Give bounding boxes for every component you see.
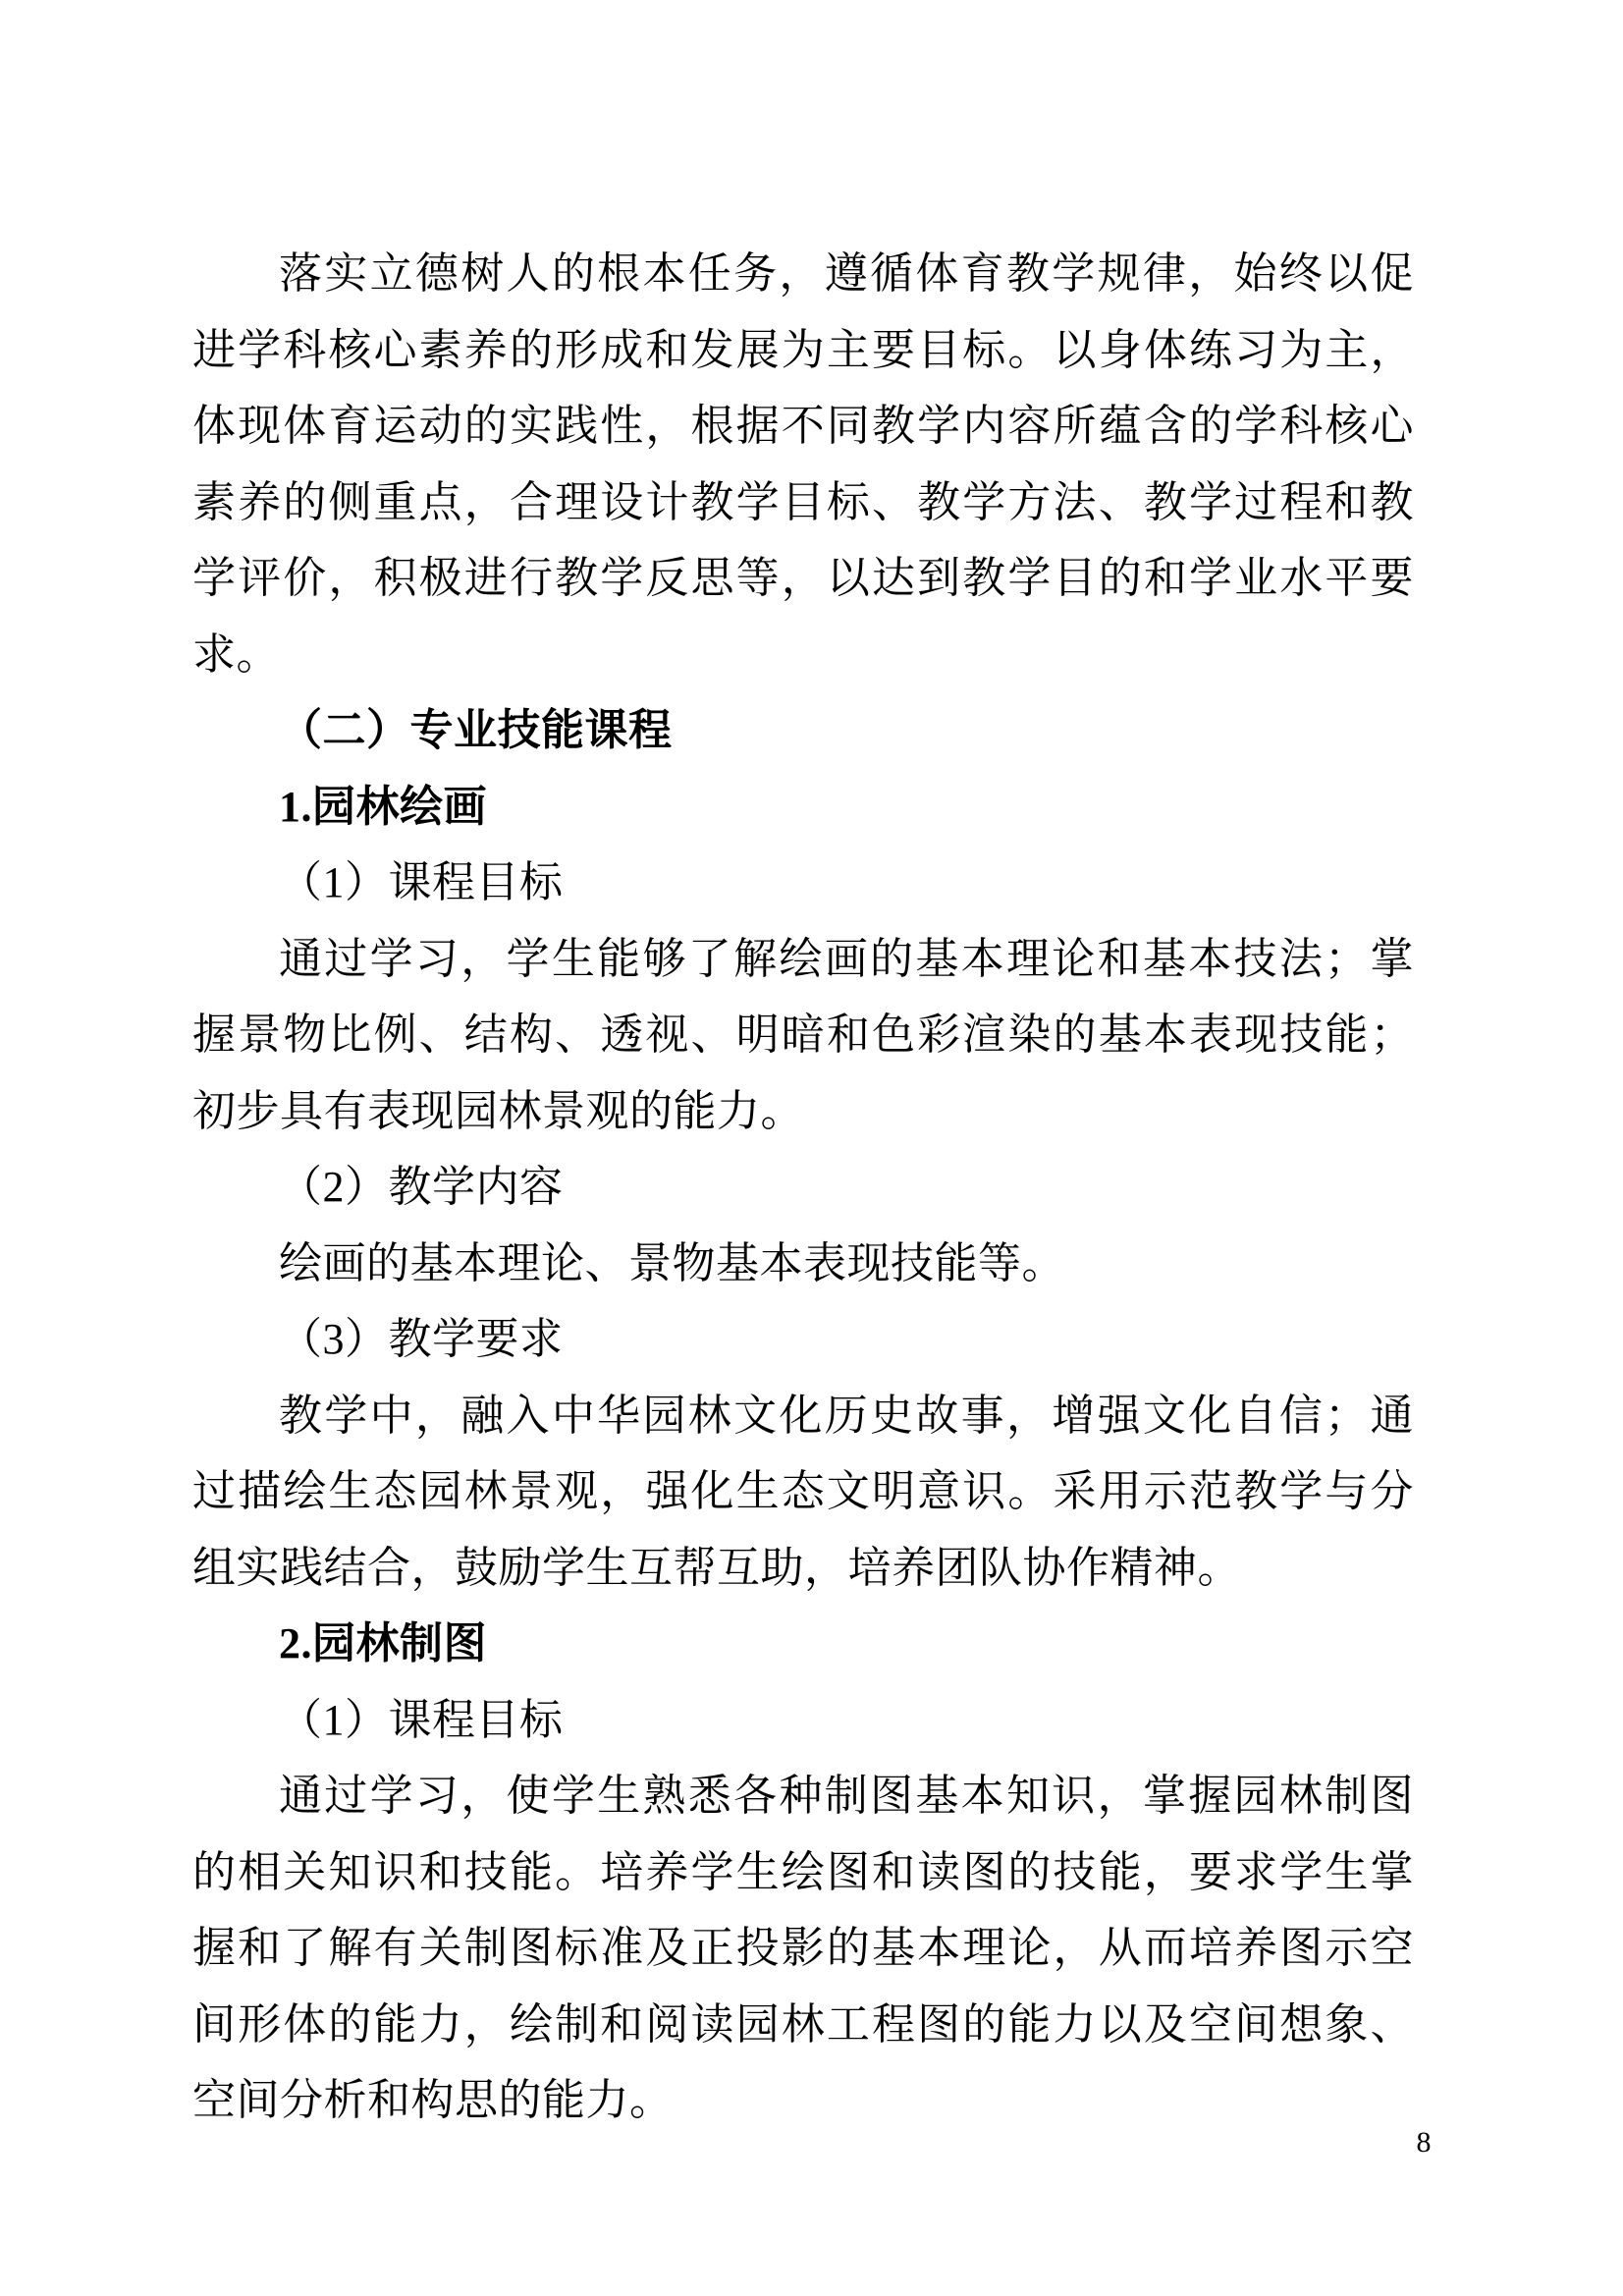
subheading-teaching-content-1: （2）教学内容 bbox=[279, 1163, 564, 1211]
paragraph-painting-objectives: 通过学习，学生能够了解绘画的基本理论和基本技法；掌握景物比例、结构、透视、明暗和色彩渲染的基本表现技能；初步具有表现园林景观的能力。 bbox=[192, 934, 1414, 1135]
course-heading-landscape-drafting: 2.园林制图 bbox=[279, 1619, 487, 1667]
paragraph-drafting-objectives: 通过学习，使学生熟悉各种制图基本知识，掌握园林制图的相关知识和技能。培养学生绘图和读图的技能，要求学生掌握和了解有关制图标准及正投影的基本理论，从而培养图示空间形体的能力，绘制和阅读园林工程图的能力以及空间想象、空间分析和构思的能力。 bbox=[192, 1772, 1414, 2124]
paragraph-painting-requirements: 教学中，融入中华园林文化历史故事，增强文化自信；通过描绘生态园林景观，强化生态文明意识。采用示范教学与分组实践结合，鼓励学生互帮互助，培养团队协作精神。 bbox=[192, 1391, 1414, 1592]
subheading-course-objectives-2: （1）课程目标 bbox=[279, 1695, 564, 1744]
course-heading-landscape-painting: 1.园林绘画 bbox=[279, 782, 487, 831]
subheading-teaching-requirements-1: （3）教学要求 bbox=[279, 1315, 564, 1363]
paragraph-teaching-principles: 落实立德树人的根本任务，遵循体育教学规律，始终以促进学科核心素养的形成和发展为主要目标。以身体练习为主，体现体育运动的实践性，根据不同教学内容所蕴含的学科核心素养的侧重点，合理设计教学目标、教学方法、教学过程和教学评价，积极进行教学反思等，以达到教学目的和学业水平要求。 bbox=[192, 249, 1414, 679]
paragraph-painting-content: 绘画的基本理论、景物基本表现技能等。 bbox=[279, 1238, 1065, 1287]
subheading-course-objectives-1: （1）课程目标 bbox=[279, 858, 564, 906]
section-heading-professional-skill-courses: （二）专业技能课程 bbox=[279, 706, 673, 754]
page-number: 8 bbox=[1416, 2126, 1432, 2159]
document-body bbox=[192, 236, 1414, 2139]
